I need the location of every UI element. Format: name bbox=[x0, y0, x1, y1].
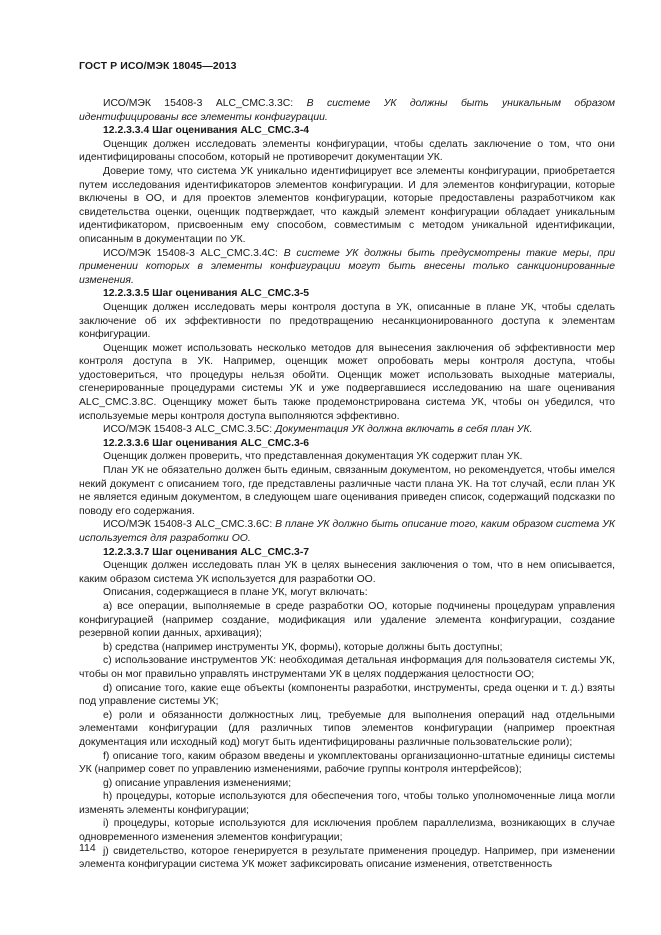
section-heading: 12.2.3.3.5 Шаг оценивания ALC_CMC.3-5 bbox=[103, 288, 310, 300]
section-heading: 12.2.3.3.6 Шаг оценивания ALC_CMC.3-6 bbox=[103, 437, 310, 449]
requirement-text: В системе УК должны быть уникальным образом идентифицированы все элементы конфигурации. bbox=[79, 98, 616, 123]
body-paragraph: j) свидетельство, которое генерируется в результате применения процедур. Например, при изменении элемента конфигурации система УК может зафиксировать описание изменения, ответственность bbox=[79, 845, 615, 871]
body-paragraph: Оценщик должен исследовать меры контроля доступа в УК, описанные в плане УК, чтобы сделать заключение об их эффективности по предотвращению несанкционированного доступа к элементам конфигурации. bbox=[79, 301, 615, 341]
body-paragraph: Доверие тому, что система УК уникально идентифицирует все элементы конфигурации, приобретается путем исследования идентификаторов элементов конфигурации. И для элементов конфигурации, которые включены в ОО, и для проектов элементов конфигурации, которые предоставлены разработчиком как свидетельства оценки, оценщик подтверждает, что каждый элемент конфигурации обладает уникальным идентификатором, присвоенным ему способом, совместимым с методом уникальной идентификации, описанным в документации по УК. bbox=[79, 165, 615, 245]
requirement-text: В плане УК должно быть описание того, каким образом система УК используется для разработки ОО. bbox=[79, 519, 616, 544]
section-heading: 12.2.3.3.7 Шаг оценивания ALC_CMC.3-7 bbox=[103, 546, 310, 558]
body-paragraph: a) все операции, выполняемые в среде разработки ОО, которые подчинены процедурам управления конфигурацией (например создание, модификация или удаление элемента конфигурации, создание резервной копии данных, архивация); bbox=[79, 600, 615, 640]
requirement-reference: ИСО/МЭК 15408-3 ALC_CMC.3.5C: bbox=[103, 424, 276, 436]
body-paragraph: h) процедуры, которые используются для обеспечения того, чтобы только уполномоченные лица могли изменять элементы конфигурации; bbox=[79, 791, 615, 816]
body-paragraph: f) описание того, каким образом введены и укомплектованы организационно-штатные единицы системы УК (например совет по управлению изменениями, рабочие группы контроля интерфейсов); bbox=[79, 750, 615, 776]
body-paragraph: e) роли и обязанности должностных лиц, требуемые для выполнения операций над отдельными элементами конфигурации (для различных типов элементов конфигурации (например проектная документация или исходный код) могут быть идентифицированы различные пользовательские роли); bbox=[79, 709, 615, 748]
requirement-paragraph bbox=[79, 518, 615, 545]
body-paragraph: Оценщик может использовать несколько методов для вынесения заключения об эффективности мер контроля доступа в УК. Например, оценщик может опробовать меры контроля доступа, чтобы удостовериться, что процедуры нельзя обойти. Оценщик может использовать выходные материалы, сгенерированные процедурами системы УК и уже подвергавшиеся исследованию на шаге оценивания ALC_CMC.3.8C. Оценщику может быть также продемонстрирована система УК, чтобы он убедился, что используемые меры контроля доступа выполняются эффективно. bbox=[79, 342, 615, 422]
body-paragraph: Описания, содержащиеся в плане УК, могут включать: bbox=[103, 587, 368, 599]
body-paragraph: d) описание того, какие еще объекты (компоненты разработки, инструменты, среда оценки и т. д.) взяты под управление системы УК; bbox=[79, 682, 615, 708]
standard-header: ГОСТ Р ИСО/МЭК 18045—2013 bbox=[79, 60, 237, 72]
body-paragraph: b) средства (например инструменты УК, формы), которые должны быть доступны; bbox=[103, 641, 503, 653]
section-heading: 12.2.3.3.4 Шаг оценивания ALC_CMC.3-4 bbox=[103, 125, 310, 137]
body-paragraph: Оценщик должен исследовать элементы конфигурации, чтобы сделать заключение о том, что они идентифицированы способом, который не противоречит документации УК. bbox=[79, 138, 615, 164]
requirement-paragraph bbox=[79, 247, 615, 288]
page-number: 114 bbox=[79, 842, 96, 854]
requirement-reference: ИСО/МЭК 15408-3 ALC_CMC.3.3C: bbox=[103, 98, 307, 109]
requirement-text: В системе УК должны быть предусмотрены такие меры, при применении которых в элементы конфигурации могут быть внесены только санкционированные изменения. bbox=[79, 247, 616, 286]
requirement-reference: ИСО/МЭК 15408-3 ALC_CMC.3.4C: bbox=[103, 247, 284, 259]
body-paragraph: i) процедуры, которые используются для исключения проблем параллелизма, возникающих в случае одновременного изменения элементов конфигурации; bbox=[79, 818, 615, 844]
requirement-paragraph bbox=[79, 97, 615, 124]
body-paragraph: c) использование инструментов УК: необходимая детальная информация для пользователя системы УК, чтобы он мог правильно управлять инструментами УК в целях поддержания целостности ОО; bbox=[79, 655, 615, 680]
body-paragraph: Оценщик должен исследовать план УК в целях вынесения заключения о том, что в нем описывается, каким образом система УК используется для разработки ОО. bbox=[79, 560, 615, 585]
body-paragraph: g) описание управления изменениями; bbox=[103, 777, 292, 789]
body-paragraph: Оценщик должен проверить, что представленная документация УК содержит план УК. bbox=[103, 451, 523, 463]
requirement-reference: ИСО/МЭК 15408-3 ALC_CMC.3.6C: bbox=[103, 519, 276, 531]
body-paragraph: План УК не обязательно должен быть единым, связанным документом, но рекомендуется, чтобы имелся некий документ с описанием того, где представлены различные части плана УК. На тот случай, если план УК не является единым документом, в следующем шаге оценивания приведен список, содержащий подсказки по поводу его содержания. bbox=[79, 465, 615, 517]
requirement-paragraph bbox=[79, 423, 615, 437]
document-body bbox=[79, 97, 615, 872]
requirement-text: Документация УК должна включать в себя план УК. bbox=[275, 424, 533, 436]
